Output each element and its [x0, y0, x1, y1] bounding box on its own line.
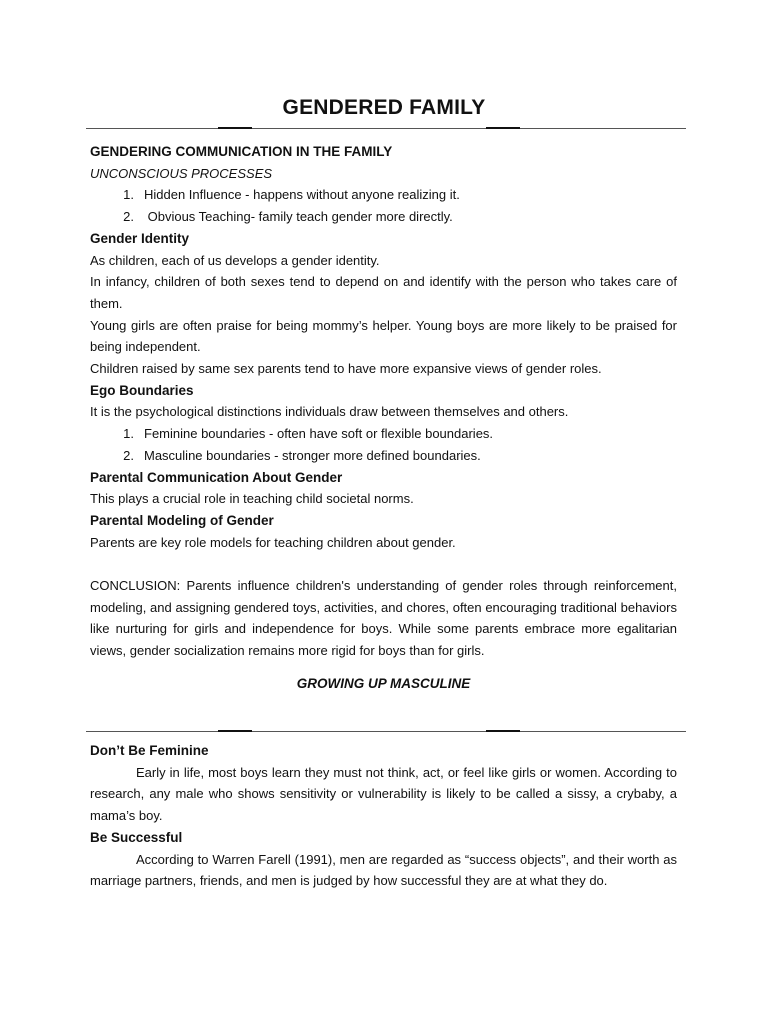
subheading: UNCONSCIOUS PROCESSES — [90, 165, 273, 181]
section-divider — [86, 731, 686, 732]
paragraph: Children raised by same sex parents tend to have more expansive views of gender roles. — [90, 361, 602, 377]
list-number: 1. — [123, 187, 134, 203]
list-item — [90, 423, 677, 445]
list-item — [90, 184, 677, 206]
paragraph: This plays a crucial role in teaching child societal norms. — [90, 491, 414, 507]
list-item — [90, 206, 677, 228]
section-heading: GENDERING COMMUNICATION IN THE FAMILY — [90, 144, 393, 159]
section-divider-accent-right — [486, 730, 520, 732]
section-divider-accent-left — [218, 730, 252, 732]
paragraph: Young girls are often praise for being mommy’s helper. Young boys are more likely to be praised for being independent. — [90, 317, 677, 355]
paragraph: It is the psychological distinctions individuals draw between themselves and others. — [90, 404, 569, 420]
paragraph: As children, each of us develops a gender identity. — [90, 252, 380, 268]
gender-identity-heading: Gender Identity — [90, 230, 190, 246]
paragraph: Parents are key role models for teaching children about gender. — [90, 534, 456, 550]
ego-boundaries-list — [90, 423, 677, 466]
title-divider — [86, 128, 686, 129]
list-text: Obvious Teaching- family teach gender more directly. — [144, 209, 453, 225]
paragraph: Early in life, most boys learn they must not think, act, or feel like girls or women. According to research, any male who shows sensitivity or vulnerability is likely to be called a sissy, a crybaby, a mama’s boy. — [90, 764, 677, 824]
title-divider-accent-left — [218, 127, 252, 129]
list-number: 2. — [123, 447, 134, 463]
document-body — [90, 141, 677, 695]
list-text: Masculine boundaries - stronger more defined boundaries. — [144, 447, 481, 463]
section-title: GROWING UP MASCULINE — [296, 675, 471, 691]
unconscious-processes-list — [90, 184, 677, 227]
paragraph: In infancy, children of both sexes tend to depend on and identify with the person who takes care of them. — [90, 274, 677, 311]
spacer — [90, 553, 677, 575]
list-number: 2. — [123, 209, 134, 225]
paragraph: According to Warren Farell (1991), men are regarded as “success objects”, and their worth as marriage partners, friends, and men is judged by how successful they are at what they do. — [90, 851, 677, 889]
document-title: GENDERED FAMILY — [282, 96, 486, 119]
parental-modeling-heading: Parental Modeling of Gender — [90, 512, 274, 528]
list-text: Hidden Influence - happens without anyone realizing it. — [144, 187, 460, 203]
conclusion-paragraph: CONCLUSION: Parents influence children's understanding of gender roles through reinforcement, modeling, and assigning gendered toys, activities, and chores, often encouraging traditional behaviors like nurturing for girls and independence for boys. While some parents embrace more egalitarian views, gender socialization remains more rigid for boys than for girls. — [90, 578, 677, 659]
document-body-continued — [90, 740, 677, 892]
title-divider-accent-right — [486, 127, 520, 129]
dont-be-feminine-heading: Don’t Be Feminine — [90, 743, 209, 758]
parental-communication-heading: Parental Communication About Gender — [90, 469, 343, 485]
ego-boundaries-heading: Ego Boundaries — [90, 382, 194, 398]
list-item — [90, 445, 677, 467]
list-number: 1. — [123, 426, 134, 442]
list-text: Feminine boundaries - often have soft or flexible boundaries. — [144, 426, 494, 442]
be-successful-heading: Be Successful — [90, 829, 183, 845]
